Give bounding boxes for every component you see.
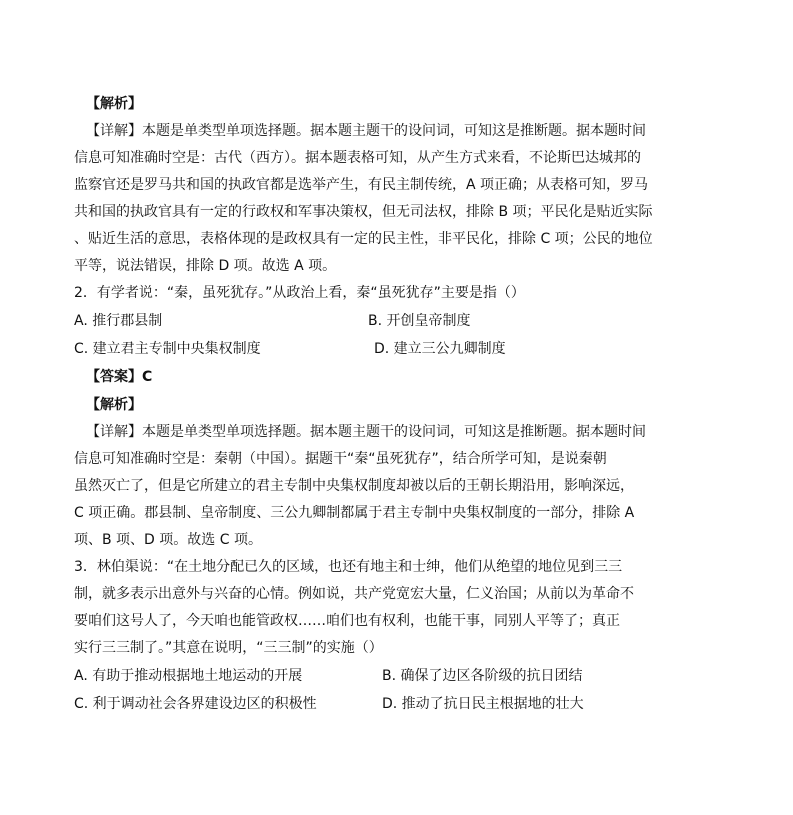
q1-explanation-line-6: 平等，说法错误，排除 D 项。故选 A 项。 [74,258,337,274]
q2-stem: 2．有学者说：“秦，虽死犹存。”从政治上看，秦“虽死犹存”主要是指（） [74,285,525,301]
q1-explanation-line-4: 共和国的执政官具有一定的行政权和军事决策权，但无司法权，排除 B 项；平民化是贴近实际 [74,204,653,220]
q2-answer: 【答案】C [86,369,153,385]
q3-option-c: C. 利于调动社会各界建设边区的积极性 [74,696,317,712]
q3-stem-line-2: 制，就多表示出意外与兴奋的心情。例如说，共产党宽宏大量，仁义治国；从前以为革命不 [74,586,634,602]
q2-explanation-line-3: 虽然灭亡了，但是它所建立的君主专制中央集权制度却被以后的王朝长期沿用，影响深远， [74,478,634,494]
q1-explanation-line-5: 、贴近生活的意思，表格体现的是政权具有一定的民主性，非平民化，排除 C 项；公民的地位 [74,231,653,247]
q1-explanation-line-1: 【详解】本题是单类型单项选择题。据本题主题干的设问词，可知这是推断题。据本题时间 [86,123,646,139]
q2-option-a: A. 推行郡县制 [74,313,163,329]
q3-option-d: D. 推动了抗日民主根据地的壮大 [382,696,584,712]
q2-explanation-line-2: 信息可知准确时空是：秦朝（中国）。据题干“秦“虽死犹存”，结合所学可知，是说秦朝 [74,451,607,467]
q1-explanation-line-2: 信息可知准确时空是：古代（西方）。据本题表格可知，从产生方式来看，不论斯巴达城邦的 [74,150,641,166]
q2-option-b: B. 开创皇帝制度 [368,313,471,329]
q2-explanation-line-5: 项、B 项、D 项。故选 C 项。 [74,532,262,548]
q3-stem-line-1: 3．林伯渠说：“在土地分配已久的区域，也还有地主和士绅，他们从绝望的地位见到三三 [74,559,623,575]
q2-option-c: C. 建立君主专制中央集权制度 [74,341,261,357]
q3-option-a: A. 有助于推动根据地土地运动的开展 [74,668,303,684]
analysis-heading-2: 【解析】 [86,397,142,413]
q3-stem-line-4: 实行三三制了。”其意在说明，“三三制”的实施（） [74,640,383,656]
q2-explanation-line-1: 【详解】本题是单类型单项选择题。据本题主题干的设问词，可知这是推断题。据本题时间 [86,424,646,440]
q2-option-d: D. 建立三公九卿制度 [374,341,506,357]
q3-stem-line-3: 要咱们这号人了，今天咱也能管政权……咱们也有权利，也能干事，同别人平等了；真正 [74,613,620,629]
q1-explanation-line-3: 监察官还是罗马共和国的执政官都是选举产生，有民主制传统，A 项正确；从表格可知，罗马 [74,177,649,193]
analysis-heading: 【解析】 [86,96,142,112]
q2-explanation-line-4: C 项正确。郡县制、皇帝制度、三公九卿制都属于君主专制中央集权制度的一部分，排除 A [74,505,635,521]
q3-option-b: B. 确保了边区各阶级的抗日团结 [382,668,583,684]
